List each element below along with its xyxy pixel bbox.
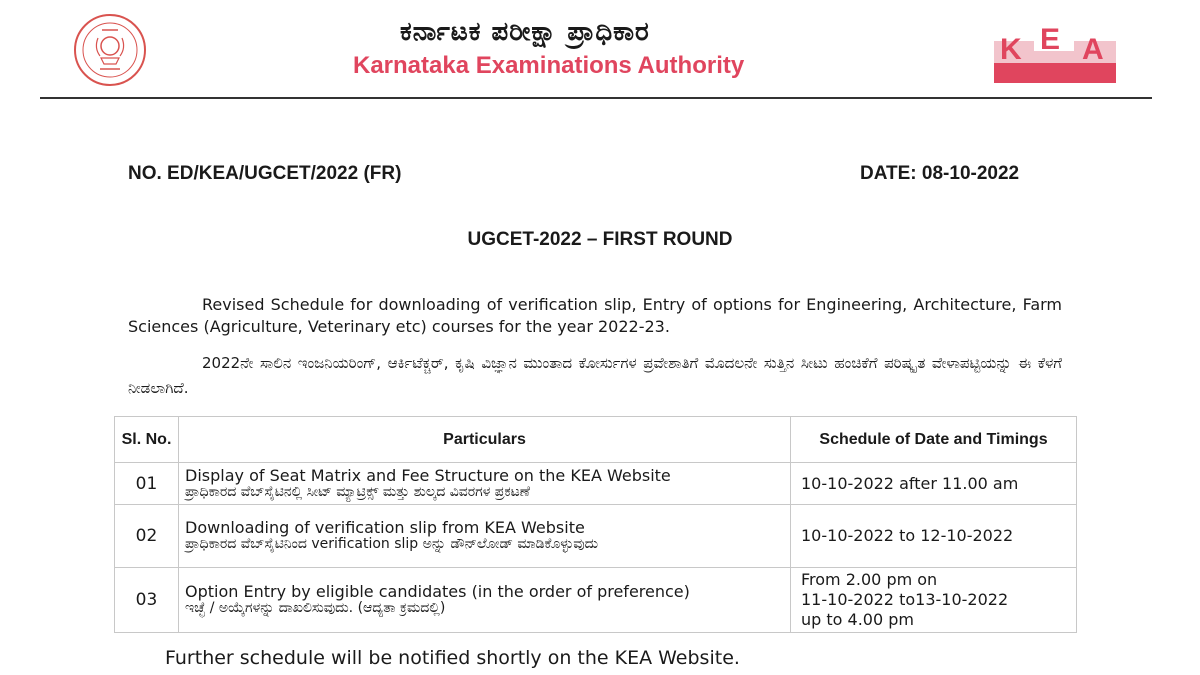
row-schedule: 10-10-2022 to 12-10-2022 [791,505,1077,568]
schedule-line: 11-10-2022 to13-10-2022 [801,590,1009,609]
table-header-row [115,417,1077,463]
svg-text:K: K [1000,33,1022,66]
document-heading: UGCET-2022 – FIRST ROUND [467,229,733,250]
particular-kannada: ಪ್ರಾಧಿಕಾರದ ವೆಬ್‌ಸೈಟಿನಿಂದ verification slip ಅನ್ನು ಡೌನ್‌ಲೋಡ್ ಮಾಡಿಕೊಳ್ಳುವುದು [185,536,599,552]
footer-note: Further schedule will be notified shortly on the KEA Website. [165,647,740,669]
particular-kannada: ಪ್ರಾಧಿಕಾರದ ವೆಬ್‌ಸೈಟಿನಲ್ಲಿ ಸೀಟ್ ಮ್ಯಾಟ್ರಿಕ್ಸ್ ಮತ್ತು ಶುಲ್ಕದ ವಿವರಗಳ ಪ್ರಕಟಣೆ [185,483,530,500]
particular-english: Display of Seat Matrix and Fee Structure on the KEA Website [185,465,671,485]
row-particulars [179,505,791,568]
header-divider [40,97,1152,99]
particular-english: Downloading of verification slip from KEA Website [185,518,585,537]
table-row [115,568,1077,633]
schedule-line: From 2.00 pm on [801,570,938,589]
particular-kannada: ಇಚ್ಛೆ / ಅಯ್ಕೆಗಳನ್ನು ದಾಖಲಿಸುವುದು. (ಆದ್ಯತಾ ಕ್ರಮದಲ್ಲಿ) [185,600,446,616]
document-date: DATE: 08-10-2022 [860,163,1020,184]
table-row [115,505,1077,568]
karnataka-government-seal-icon [74,14,146,86]
notice-paragraph-kannada: 2022ನೇ ಸಾಲಿನ ಇಂಜನಿಯರಿಂಗ್, ಆರ್ಕಿಟೆಕ್ಚರ್, ಕೃಷಿ ವಿಜ್ಞಾನ ಮುಂತಾದ ಕೋರ್ಸುಗಳ ಪ್ರವೇಶಾತಿಗೆ ಮೊದಲನೇ ಸುತ್ತಿನ ಸೀಟು ಹಂಚಿಕೆಗೆ ಪರಿಷ್ಕೃತ ವೇಳಾಪಟ್ಟಿಯನ್ನು ಈ ಕೆಳಗೆ ನೀಡಲಾಗಿದೆ. [128,354,1062,397]
schedule-line: up to 4.00 pm [801,610,914,629]
authority-title-english: Karnataka Examinations Authority [353,52,745,79]
row-serial-number: 03 [115,568,179,633]
column-header-sl-no: Sl. No. [115,417,179,463]
schedule-table [114,416,1077,633]
row-serial-number: 02 [115,505,179,568]
particular-english: Option Entry by eligible candidates (in the order of preference) [185,582,690,601]
row-schedule: 10-10-2022 after 11.00 am [791,463,1077,505]
row-particulars [179,463,791,505]
authority-title-kannada: ಕರ್ನಾಟಕ ಪರೀಕ್ಷಾ ಪ್ರಾಧಿಕಾರ [400,17,650,47]
column-header-schedule: Schedule of Date and Timings [791,417,1077,463]
row-schedule [791,568,1077,633]
table-row [115,463,1077,505]
notice-paragraph-english: Revised Schedule for downloading of verification slip, Entry of options for Engineering, Architecture, Farm Sciences (Agriculture, Veterinary etc) courses for the year 2022-23. [128,295,1062,336]
column-header-particulars: Particulars [179,417,791,463]
svg-text:E: E [1040,23,1061,56]
reference-number: NO. ED/KEA/UGCET/2022 (FR) [128,163,402,184]
kea-logo [992,17,1118,85]
row-serial-number: 01 [115,463,179,505]
row-particulars [179,568,791,633]
svg-text:A: A [1082,33,1104,66]
